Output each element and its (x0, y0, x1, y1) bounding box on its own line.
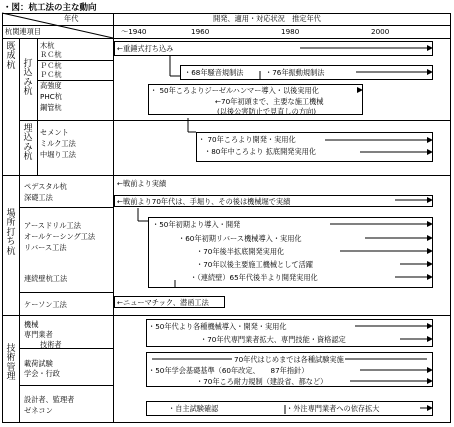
item-general-contractor: ゼネコン (24, 406, 53, 415)
event-prewar-record: ←戦前より実績 (117, 179, 167, 188)
year-1960: 1960 (191, 27, 210, 36)
event-noise-law: ・68年騒音規制法 (184, 68, 244, 77)
item-milk-method: ミルク工法 (40, 139, 76, 148)
year-1940: 〜1940 (121, 27, 147, 36)
event-diaphragm-dev: ・（連続壁）65年代後半より開発実用化 (190, 273, 318, 282)
item-phc-pile: PHC杭 (40, 92, 62, 101)
header-status-label: 開発、適用・対応状況 推定年代 (213, 14, 321, 23)
item-reverse: リバース工法 (24, 243, 67, 252)
section-label-prefab: 既成杭 (6, 42, 16, 71)
event-vibration-law: ・76年振動規制法 (265, 68, 325, 77)
event-buried-dev: ・ 70年ころより開発・実用化 (198, 135, 296, 144)
section-label-cast: 場所打ち杭 (6, 209, 16, 257)
event-enlarged-base: ・80年中ころより 拡底開発実用化 (204, 147, 317, 156)
event-specialist-70s: ・70年代専門業者拡大、専門技能・資格認定 (200, 335, 346, 344)
item-machinery: 機械 (24, 320, 39, 329)
item-earth-drill: アースドリル工法 (24, 221, 81, 230)
event-pneumatic: ←ニューマチック、潜函工法 (117, 298, 209, 307)
item-cement: セメント (40, 128, 69, 137)
event-reverse-machine: ・60年初期リバース機械導入・実用化 (178, 234, 302, 243)
item-specialists: 専門業者 (24, 330, 53, 339)
event-main-machine-70s: ・70年以後主要施工機械として活躍 (196, 260, 313, 269)
header-item-label: 杭関連項目 (5, 27, 41, 36)
event-main-machine: ←70年初頭まで、主要な施工機械 (215, 97, 324, 106)
item-pc-pile: ＰＣ杭 (40, 61, 62, 70)
event-manual-dig: ←戦前より70年代は、手堀り、その後は機械堀で実績 (117, 197, 291, 206)
event-early50s: ・50年初期より導入・開発 (152, 220, 241, 229)
item-academia-gov: 学会・行政 (24, 369, 60, 378)
subsection-label-buried: 埋込み杭 (23, 124, 33, 163)
event-capacity-reg: ・70年ころ耐力規制（建設省、都など） (196, 377, 328, 386)
item-diaphragm-wall: 連続壁杭工法 (24, 274, 68, 283)
item-designers: 設計者、監理者 (24, 395, 75, 404)
section-label-mgmt: 技術管理 (6, 344, 16, 383)
year-2000: 2000 (371, 27, 390, 36)
event-standard-50: ・50年学会基礎基準（60年改定、 87年指針） (148, 366, 309, 375)
item-high-strength: 高強度 (40, 81, 62, 90)
item-load-test: 載荷試験 (24, 359, 53, 368)
figure-title: ・図：杭工法の主な動向 (3, 3, 97, 13)
event-pollution-review: (以後公害防止で見直しの方向) (217, 107, 317, 116)
item-rc-pile: ＲＣ杭 (40, 50, 62, 59)
item-pc-pile-2: ＰＣ杭 (40, 70, 62, 79)
event-machinery-50s: ・50年代より各種機械導入・開発・実用化 (148, 322, 287, 331)
event-late70s-base: ・70年後半拡底開発実用化 (196, 247, 285, 256)
subsection-label-driven: 打込み杭 (23, 59, 33, 98)
item-wood-pile: 木杭 (40, 41, 55, 50)
year-1980: 1980 (281, 27, 300, 36)
item-inner-dig: 中堀り工法 (40, 150, 76, 159)
event-drop-hammer: ←重錘式打ち込み (117, 44, 174, 53)
header-year-label: 年代 (64, 14, 79, 23)
item-engineers: 技術者 (40, 340, 62, 349)
item-caisson: ケーソン工法 (24, 300, 67, 309)
event-diesel-hammer: ・ 50年ころよりジーゼルハンマー導入・以後実用化 (150, 86, 319, 95)
event-self-check: ・自主試験確認 (168, 404, 219, 413)
item-all-casing: オールケーシング工法 (24, 232, 96, 241)
event-outsourcing: ・外注専門業者への依存拡大 (286, 404, 380, 413)
event-tests-70s: 70年代はじめまでは各種試験実施 (234, 355, 344, 364)
item-pedestal-pile: ペデスタル杭 (24, 182, 67, 191)
item-deep-foundation: 深礎工法 (24, 193, 53, 202)
item-steel-pipe-pile: 鋼管杭 (40, 103, 62, 112)
